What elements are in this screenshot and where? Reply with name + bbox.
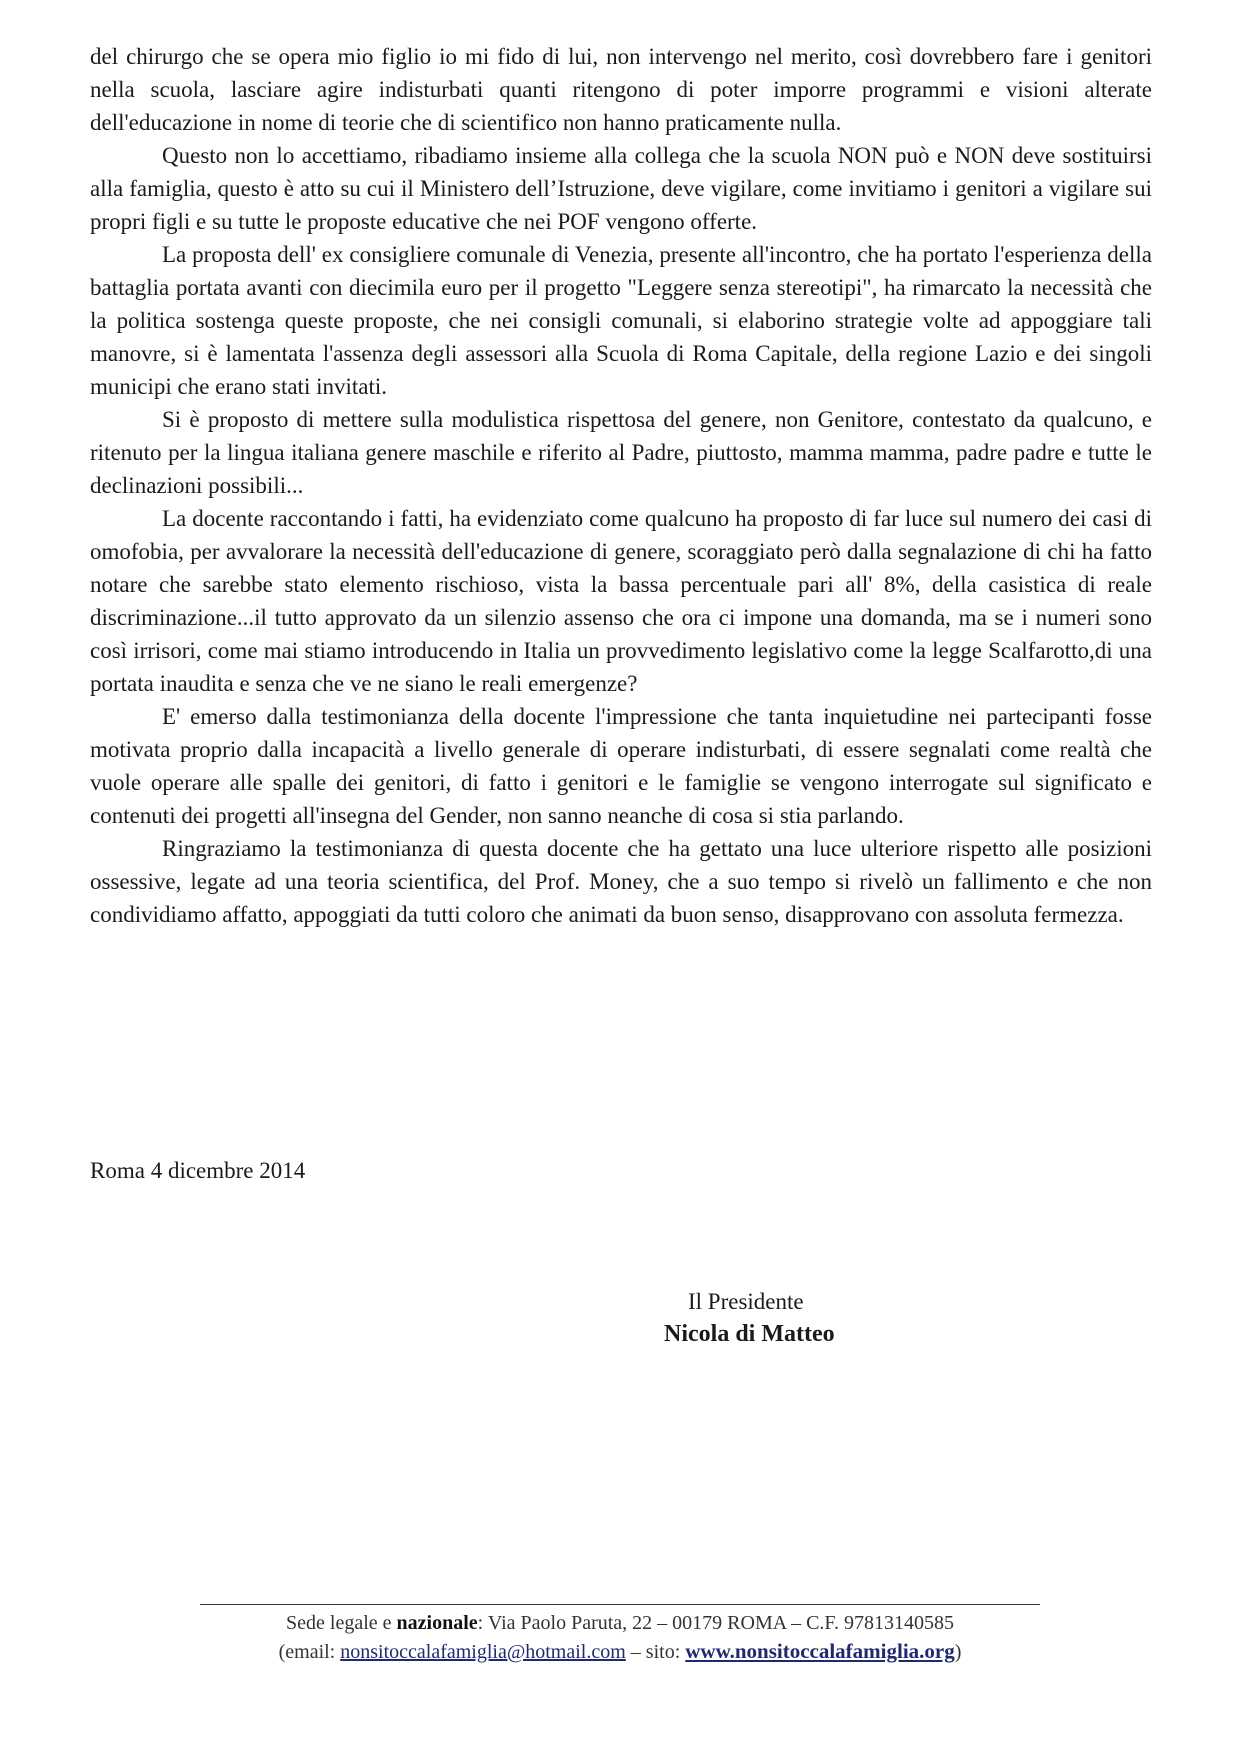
footer-email-label: (email: bbox=[278, 1641, 336, 1663]
footer-sede-bold: nazionale bbox=[396, 1612, 478, 1634]
footer-sede-prefix: Sede legale e bbox=[286, 1612, 392, 1634]
footer-address-line bbox=[200, 1609, 1040, 1637]
paragraph-1: del chirurgo che se opera mio figlio io mi fido di lui, non intervengo nel merito, così dovrebbero fare i genitori nella scuola, lasciare agire indisturbati quanti ritengono di poter imporre programmi e visioni alterate dell'educazione in nome di teorie che di scientifico non hanno praticamente nulla. bbox=[90, 44, 1152, 135]
paragraph-5: La docente raccontando i fatti, ha evidenziato come qualcuno ha proposto di far luce sul numero dei casi di omofobia, per avvalorare la necessità dell'educazione di genere, scoraggiato però dalla segnalazione di chi ha fatto notare che sarebbe stato elemento rischioso, vista la bassa percentuale pari all' 8%, della casistica di reale discriminazione...il tutto approvato da un silenzio assenso che ora ci impone una domanda, ma se i numeri sono così irrisori, come mai stiamo introducendo in Italia un provvedimento legislativo come la legge Scalfarotto,di una portata inaudita e senza che ve ne siano le reali emergenze? bbox=[90, 506, 1152, 696]
paragraph-3: La proposta dell' ex consigliere comunale di Venezia, presente all'incontro, che ha portato l'esperienza della battaglia portata avanti con diecimila euro per il progetto "Leggere senza stereotipi", ha rimarcato la necessità che la politica sostenga queste proposte, che nei consigli comunali, si elaborino strategie volte ad appoggiare tali manovre, si è lamentata l'assenza degli assessori alla Scuola di Roma Capitale, della regione Lazio e dei singoli municipi che erano stati invitati. bbox=[90, 242, 1152, 399]
footer-divider bbox=[200, 1604, 1040, 1605]
signature-role: Il Presidente bbox=[688, 1289, 804, 1314]
paragraph-6: E' emerso dalla testimonianza della docente l'impressione che tanta inquietudine nei partecipanti fosse motivata proprio dalla incapacità a livello generale di operare indisturbati, di essere segnalati come realtà che vuole operare alle spalle dei genitori, di fatto i genitori e le famiglie se vengono interrogate sul significato e contenuti dei progetti all'insegna del Gender, non sanno neanche di cosa si stia parlando. bbox=[90, 704, 1152, 828]
footer-close: ) bbox=[954, 1641, 962, 1663]
signature-block bbox=[664, 1285, 835, 1351]
footer-email-link[interactable]: nonsitoccalafamiglia@hotmail.com bbox=[340, 1641, 626, 1663]
footer-site-label: – sito: bbox=[630, 1641, 681, 1663]
paragraph-2: Questo non lo accettiamo, ribadiamo insieme alla collega che la scuola NON può e NON deve sostituirsi alla famiglia, questo è atto su cui il Ministero dell’Istruzione, deve vigilare, come invitiamo i genitori a vigilare sui propri figli e su tutte le proposte educative che nei POF vengono offerte. bbox=[90, 143, 1152, 234]
paragraph-7: Ringraziamo la testimonianza di questa docente che ha gettato una luce ulteriore rispetto alle posizioni ossessive, legate ad una teoria scientifica, del Prof. Money, che a suo tempo si rivelò un fallimento e che non condividiamo affatto, appoggiati da tutti coloro che animati da buon senso, disapprovano con assoluta fermezza. bbox=[90, 836, 1152, 927]
footer-site-link[interactable]: www.nonsitoccalafamiglia.org bbox=[685, 1639, 955, 1663]
footer bbox=[200, 1609, 1040, 1666]
date-line: Roma 4 dicembre 2014 bbox=[90, 1158, 306, 1183]
signature-name: Nicola di Matteo bbox=[664, 1321, 835, 1347]
footer-contact-line bbox=[200, 1637, 1040, 1666]
letter-body bbox=[90, 40, 1152, 931]
paragraph-4: Si è proposto di mettere sulla modulistica rispettosa del genere, non Genitore, contestato da qualcuno, e ritenuto per la lingua italiana genere maschile e riferito al Padre, piuttosto, mamma mamma, padre padre e tutte le declinazioni possibili... bbox=[90, 407, 1152, 498]
footer-address: : Via Paolo Paruta, 22 – 00179 ROMA – C.F. 97813140585 bbox=[477, 1612, 954, 1634]
